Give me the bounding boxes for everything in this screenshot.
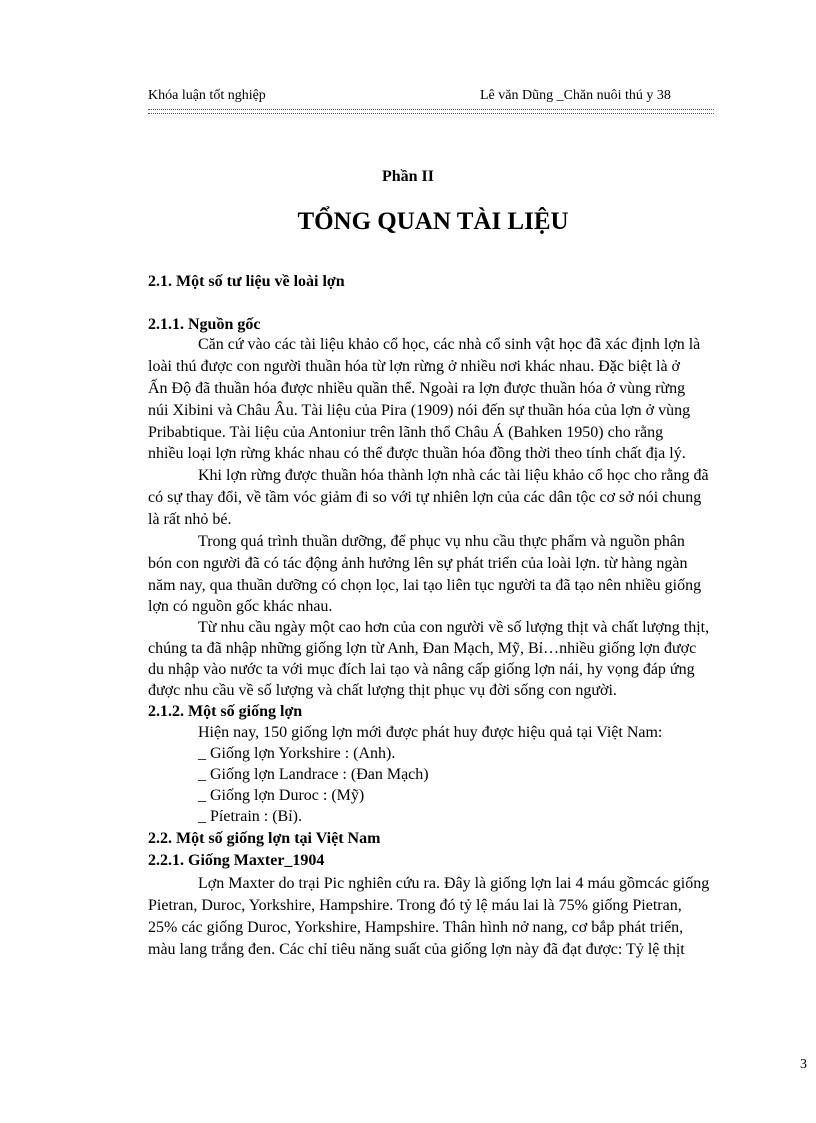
text-line: có sự thay đổi, về tầm vóc giảm đi so với tự nhiên lợn của các dân tộc cơ sở nói chung — [148, 489, 702, 506]
list-item: _ Píetrain : (Bỉ). — [198, 808, 302, 825]
page-title: TỔNG QUAN TÀI LIỆU — [297, 208, 569, 235]
header-rule-second — [148, 113, 714, 114]
text-line: Khi lợn rừng được thuần hóa thành lợn nhà các tài liệu khảo cổ học cho rằng đã — [198, 467, 709, 484]
list-item: _ Giống lợn Yorkshire : (Anh). — [198, 745, 396, 762]
text-line: được nhu cầu về số lượng và chất lượng thịt phục vụ đời sống con người. — [148, 682, 617, 699]
page-number: 3 — [800, 1057, 807, 1072]
text-line: lợn có nguồn gốc khác nhau. — [148, 598, 333, 615]
text-line: 25% các giống Duroc, Yorkshire, Hampshire. Thân hình nở nang, cơ bắp phát triển, — [148, 919, 684, 936]
text-line: màu lang trắng đen. Các chỉ tiêu năng suất của giống lợn này đã đạt được: Tỷ lệ thịt — [148, 941, 685, 958]
text-line: Từ nhu cầu ngày một cao hơn của con người về số lượng thịt và chất lượng thịt, — [198, 619, 710, 636]
text-line: Hiện nay, 150 giống lợn mới được phát huy được hiệu quả tại Việt Nam: — [198, 724, 663, 741]
list-item: _ Giống lợn Duroc : (Mỹ) — [198, 787, 365, 804]
text-line: loài thú được con người thuần hóa từ lợn rừng ở nhiều nơi khác nhau. Đặc biệt là ở — [148, 358, 680, 375]
section-heading-2-2: 2.2. Một số giống lợn tại Việt Nam — [148, 830, 381, 847]
text-line: Ấn Độ đã thuần hóa được nhiều quần thể. Ngoài ra lợn được thuần hóa ở vùng rừng — [148, 380, 686, 397]
text-line: năm nay, qua thuần dưỡng có chọn lọc, lai tạo liên tục người ta đã tạo nên nhiều giống — [148, 577, 702, 594]
text-line: du nhập vào nước ta với mục đích lai tạo và nâng cấp giống lợn nái, hy vọng đáp ứng — [148, 661, 695, 678]
section-heading-2-1: 2.1. Một số tư liệu về loài lợn — [148, 273, 345, 290]
section-heading-2-1-2: 2.1.2. Một số giống lợn — [148, 703, 303, 720]
text-line: núi Xibini và Châu Âu. Tài liệu của Pira (1909) nói đến sự thuần hóa của lợn ở vùng — [148, 402, 691, 419]
text-line: Pribabtique. Tài liệu của Antoniur trên lãnh thổ Châu Á (Bahken 1950) cho rằng — [148, 424, 664, 441]
running-header-left: Khóa luận tốt nghiệp — [148, 88, 266, 103]
section-heading-2-2-1: 2.2.1. Giống Maxter_1904 — [148, 852, 325, 869]
text-line: bón con người đã có tác động ảnh hưởng lên sự phát triển của loài lợn. từ hàng ngàn — [148, 555, 688, 572]
text-line: nhiều loại lợn rừng khác nhau có thể được thuần hóa đồng thời theo tính chất địa lý. — [148, 445, 686, 462]
text-line: Lợn Maxter do trại Pic nghiên cứu ra. Đây là giống lợn lai 4 máu gồmcác giống — [198, 875, 710, 892]
header-rule — [148, 109, 714, 110]
part-label: Phần II — [381, 168, 435, 185]
text-line: Pietran, Duroc, Yorkshire, Hampshire. Trong đó tỷ lệ máu lai là 75% giống Pietran, — [148, 897, 682, 914]
text-line: Trong quá trình thuần dưỡng, để phục vụ nhu cầu thực phẩm và nguồn phân — [198, 533, 685, 550]
text-line: chúng ta đã nhập những giống lợn từ Anh, Đan Mạch, Mỹ, Bỉ…nhiều giống lợn được — [148, 640, 697, 657]
section-heading-2-1-1: 2.1.1. Nguồn gốc — [148, 316, 261, 333]
running-header-right: Lê văn Dũng _Chăn nuôi thú y 38 — [480, 88, 671, 103]
text-line: là rất nhỏ bé. — [148, 511, 232, 528]
list-item: _ Giống lợn Landrace : (Đan Mạch) — [198, 766, 429, 783]
text-line: Căn cứ vào các tài liệu khảo cổ học, các nhà cổ sinh vật học đã xác định lợn là — [198, 336, 701, 353]
